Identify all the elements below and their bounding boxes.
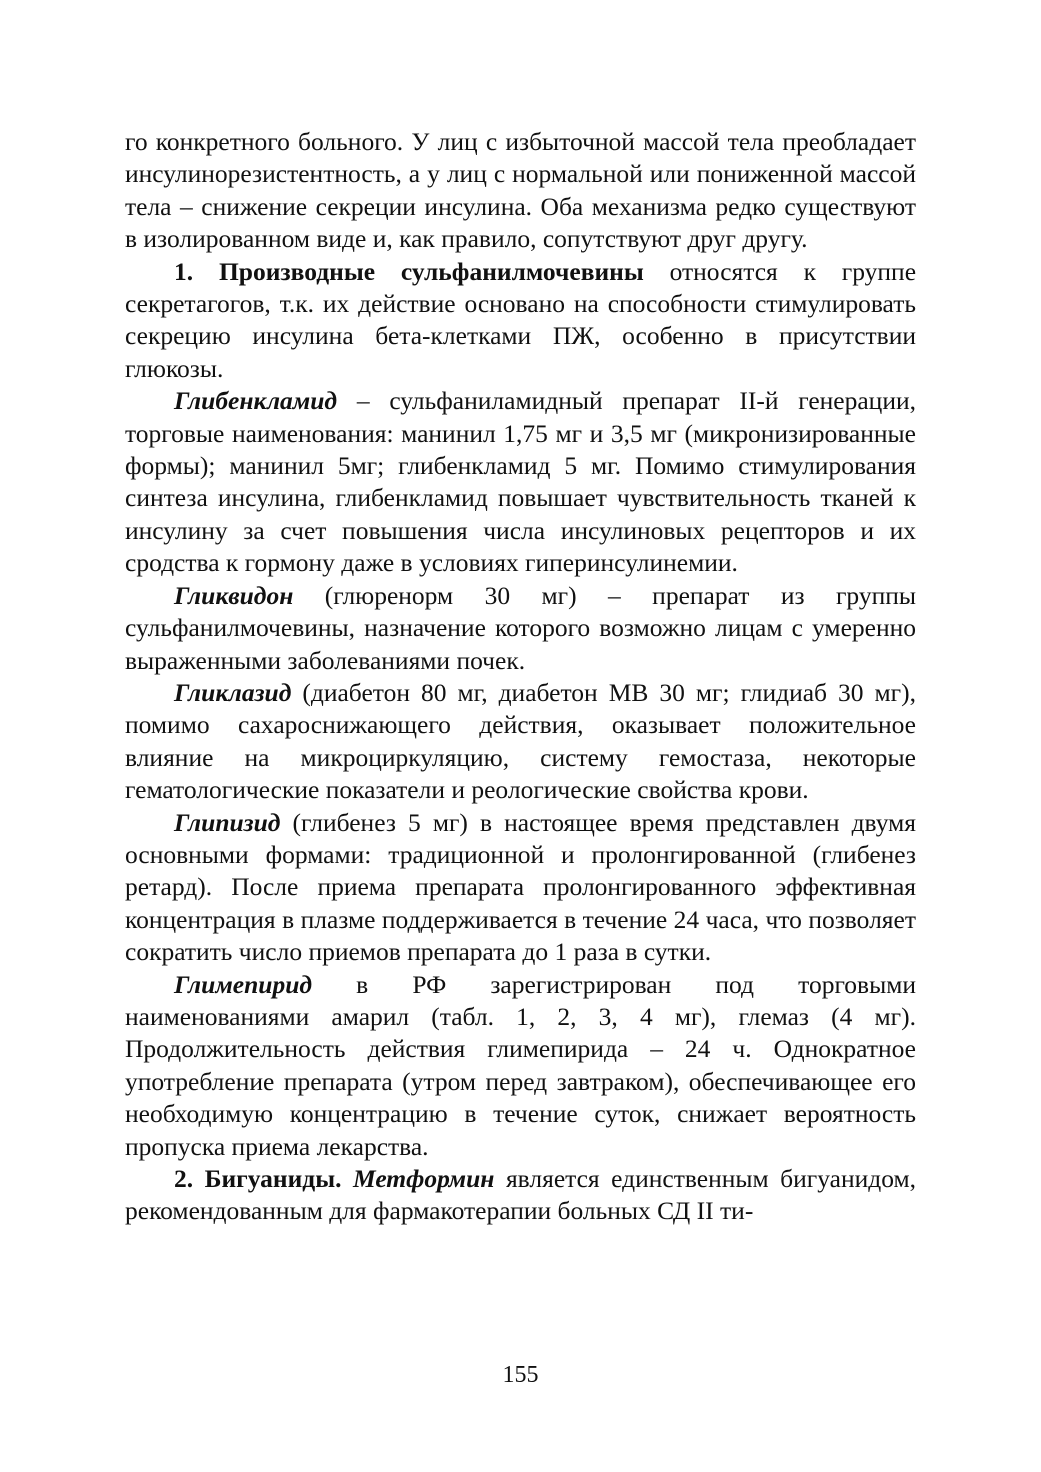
drug-term-gliquidone: Гликвидон [174, 580, 294, 610]
paragraph-text: (диабетон 80 мг, диабетон МВ 30 мг; глидиаб 30 мг), помимо сахароснижающего действия, оказывает положительное влияние на микроциркуляцию, систему гемостаза, некоторые гематологические показатели и реологические свойства крови. [125, 677, 916, 805]
paragraph-text: (глибенез 5 мг) в настоящее время представлен двумя основными формами: традиционной и пролонгированной (глибенез ретард). После приема препарата пролонгированного эффективная концентрация в плазме поддерживается в течение 24 часа, что позволяет сократить число приемов препарата до 1 раза в сутки. [125, 807, 916, 967]
paragraph-text: в РФ зарегистрирован под торговыми наименованиями амарил (табл. 1, 2, 3, 4 мг), глемаз (4 мг). Продолжительность действия глимепирида – 24 ч. Однократное употребление препарата (утром перед завтраком), обеспечивающее его необходимую концентрацию в течение суток, снижает вероятность пропуска приема лекарства. [125, 969, 916, 1161]
paragraph-glipizide [125, 807, 916, 969]
paragraph-gliclazide [125, 677, 916, 807]
page-number: 155 [502, 1362, 539, 1388]
paragraph-text: является единственным бигуанидом, рекомендованным для фармакотерапии больных СД II ти- [125, 1164, 917, 1226]
paragraph-biguanides [125, 1163, 916, 1228]
paragraph-glimepiride [125, 969, 916, 1163]
drug-term-metformin: Метформин [353, 1164, 495, 1193]
paragraph-gliquidone [125, 580, 916, 677]
paragraph-intro [125, 126, 916, 256]
section-heading-sulfonylurea: 1. Производные сульфанилмочевины [174, 256, 644, 286]
drug-term-glibenclamide: Глибенкламид [174, 386, 338, 416]
drug-term-glimepiride: Глимепирид [174, 969, 313, 999]
drug-term-glipizide: Глипизид [174, 807, 281, 837]
paragraph-text: относятся к группе секретагогов, т.к. их действие основано на способности стимулировать секрецию инсулина бета-клетками ПЖ, особенно в присутствии глюкозы. [125, 256, 917, 383]
document-body [125, 126, 916, 1228]
paragraph-glibenclamide [125, 385, 916, 579]
paragraph-sulfonylurea [125, 256, 916, 386]
paragraph-text: – сульфаниламидный препарат II-й генерации, торговые наименования: манинил 1,75 мг и 3,5 мг (микронизированные формы); манинил 5мг; глибенкламид 5 мг. Помимо стимулирования синтеза инсулина, глибенкламид повышает чувствительность тканей к инсулину за счет повышения числа инсулиновых рецепторов и их сродства к гормону даже в условиях гиперинсулинемии. [125, 386, 916, 578]
paragraph-text: го конкретного больного. У лиц с избыточной массой тела преобладает инсулинорезистентность, а у лиц с нормальной или пониженной массой тела – снижение секреции инсулина. Оба механизма редко существуют в изолированном виде и, как правило, сопутствуют друг другу. [125, 127, 916, 254]
paragraph-text: (глюренорм 30 мг) – препарат из группы сульфанилмочевины, назначение которого возможно лицам с умеренно выраженными заболеваниями почек. [125, 580, 916, 675]
section-heading-biguanides: 2. Бигуаниды. [174, 1164, 342, 1193]
drug-term-gliclazide: Гликлазид [174, 677, 292, 707]
